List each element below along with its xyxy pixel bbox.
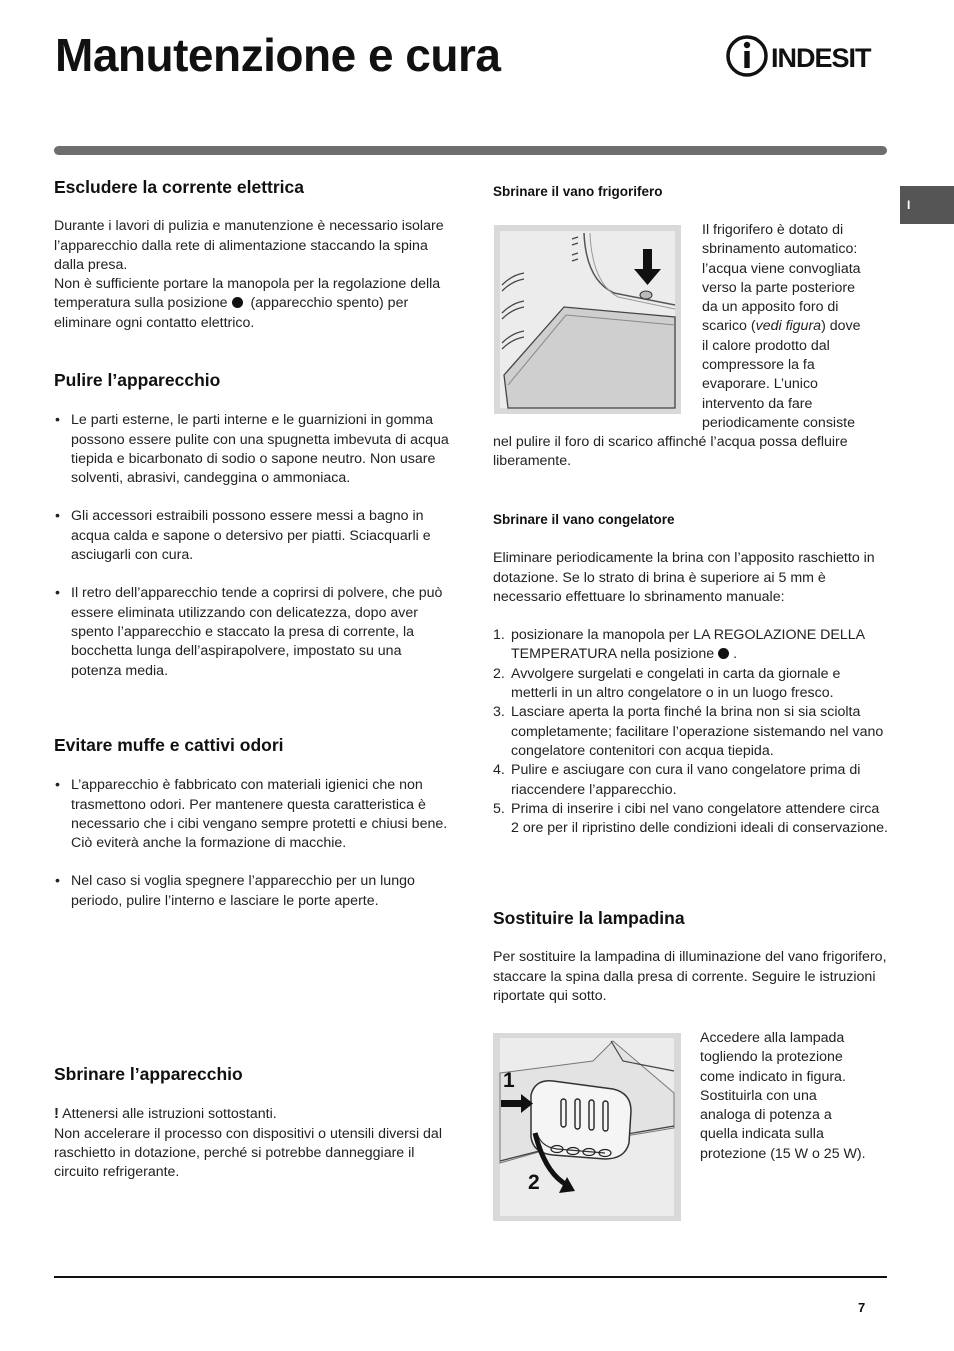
section-fridge-defrost [493,182,888,201]
section-defrost [54,1065,454,1182]
text-line: analoga di potenza a [700,1107,832,1124]
list-item: • L’apparecchio è fabbricato con materiali igienici che non trasmettono odori. Per mantenere questa caratteristica è necessario che i cibi vengano sempre protetti e chiusi bene. Ciò eviterà anche la formazione di macchie. [54,776,454,853]
text-line: Il frigorifero è dotato di [702,222,844,238]
list-number: 4. [493,762,505,779]
off-position-dot-icon [718,648,729,659]
list-item: • Il retro dell’apparecchio tende a coprirsi di polvere, che può essere eliminata utilizzando con delicatezza, dopo aver spento l’apparecchio e staccato la presa di corrente, la bocchetta lunga dell’aspirapolvere, impostato su una potenza media. [54,584,454,680]
fridge-tail-text [493,433,888,472]
paragraph-text: Non è sufficiente portare la manopola per la regolazione della temperatura sulla posizione [54,276,441,312]
lamp-side-text [700,1029,895,1164]
off-position-dot-icon [232,297,243,308]
section-heading: Evitare muffe e cattivi odori [54,735,284,755]
language-tab-label: I [907,198,911,212]
section-heading: Escludere la corrente elettrica [54,177,304,197]
list-number: 5. [493,800,505,817]
text-line: Accedere alla lampada [700,1030,845,1046]
list-text: Avvolgere surgelati e congelati in carta da giornale e metterli in un altro congelatore o in un luogo fresco. [511,665,841,702]
text-line: da un apposito foro di [702,299,839,316]
header-rule [54,146,887,155]
section-subheading: Sbrinare il vano congelatore [493,512,675,527]
text-line: togliendo la protezione [700,1049,843,1066]
text-line: il calore prodotto dal [702,337,830,354]
figure-label-step-2: 2 [528,1171,540,1194]
warning-icon: ! [54,1105,59,1123]
list-item: • Nel caso si voglia spegnere l’apparecchio per un lungo periodo, pulire l’interno e lasciare le porte aperte. [54,872,454,911]
text-line: periodicamente consiste [702,414,855,431]
section-heading: Pulire l’apparecchio [54,370,221,390]
section-heading: Sbrinare l’apparecchio [54,1064,243,1084]
list-text: Prima di inserire i cibi nel vano congelatore attendere circa 2 ore per il ripristino delle condizioni ideali di conservazione. [511,800,888,837]
text-line: quella indicata sulla [700,1126,824,1143]
brand-text: INDESIT [771,43,871,73]
section-cleaning [54,371,454,681]
text-line: Sostituirla con una [700,1087,817,1104]
page-title: Manutenzione e cura [55,29,501,81]
text-line: evaporare. L’unico [702,376,818,393]
paragraph: Non accelerare il processo con dispositivi o utensili diversi dal raschietto in dotazione, perché si potrebbe danneggiare il circuito refrigerante. [54,1125,442,1181]
section-subheading: Sbrinare il vano frigorifero [493,184,663,199]
paragraph: Durante i lavori di pulizia e manutenzione è necessario isolare l’apparecchio dalla rete di alimentazione staccando la spina dalla presa. [54,218,444,273]
list-item [493,800,888,839]
section-freezer-defrost [493,510,888,838]
paragraph-text: (apparecchio spento) per eliminare ogni contatto elettrico. [54,295,409,331]
text-line: verso la parte posteriore [702,279,855,296]
footer-rule [54,1276,887,1278]
section-power [54,178,454,333]
list-text: posizionare la manopola per LA REGOLAZIONE DELLA TEMPERATURA nella posizione [511,627,865,663]
warning-text: Attenersi alle istruzioni sottostanti. [62,1106,277,1123]
list-text: Lasciare aperta la porta finché la brina non si sia sciolta completamente; facilitare l’operazione sistemando nel vano congelatore contenitori con acqua tiepida. [511,704,884,759]
bullet-list [54,411,454,681]
paragraph: Per sostituire la lampadina di illuminazione del vano frigorifero, staccare la spina dalla presa di corrente. Seguire le istruzioni riportate qui sotto. [493,949,887,1004]
list-item: • Le parti esterne, le parti interne e le guarnizioni in gomma possono essere pulite con una spugnetta imbevuta di acqua tiepida e bicarbonato di sodio o sapone neutro. Non usare solventi, abrasivi, candeggina o ammoniaca. [54,411,454,488]
section-odors [54,736,454,911]
figure-label-step-1: 1 [503,1069,515,1092]
figure-reference: vedi figura [755,318,822,335]
warning-line [54,1104,454,1124]
paragraph: Eliminare periodicamente la brina con l’apposito raschietto in dotazione. Se lo strato di brina è superiore ai 5 mm è necessario effettuare lo sbrinamento manuale: [493,550,875,605]
list-number: 3. [493,704,505,721]
text-line: intervento da fare [702,395,813,412]
paragraph: nel pulire il foro di scarico affinché l’acqua possa defluire liberamente. [493,434,848,470]
fridge-wrap-text [702,221,892,433]
paragraph [54,275,454,333]
fridge-drain-figure [494,225,681,414]
text-line: come indicato in figura. [700,1068,846,1085]
numbered-list [493,626,888,838]
list-text: Pulire e asciugare con cura il vano congelatore prima di riaccendere l’apparecchio. [511,762,861,798]
text-line: sbrinamento automatico: [702,241,858,258]
section-heading: Sostituire la lampadina [493,908,685,928]
list-item [493,665,888,704]
list-text: . [733,646,738,663]
list-number: 1. [493,627,505,644]
bullet-list [54,776,454,911]
section-lamp [493,909,888,1006]
text-line: protezione (15 W o 25 W). [700,1145,866,1162]
language-tab [900,186,954,224]
text-line [702,317,892,336]
fridge-interior-illustration [494,225,681,414]
list-item: • Gli accessori estraibili possono essere messi a bagno in acqua calda e sapone o detersivo per piatti. Sciacquarli e asciugarli con cura. [54,507,454,565]
lamp-cover-illustration [493,1033,681,1221]
indesit-logo [725,34,890,78]
text-line: compressore la fa [702,357,815,374]
text-line: l’acqua viene convogliata [702,260,861,277]
text-fragment: ) dove [821,318,861,335]
list-item [493,761,888,800]
list-item [493,626,888,665]
list-number: 2. [493,665,505,682]
lamp-cover-figure [493,1033,681,1221]
page-number: 7 [858,1300,866,1315]
list-item [493,703,888,761]
text-fragment: scarico ( [702,318,756,335]
